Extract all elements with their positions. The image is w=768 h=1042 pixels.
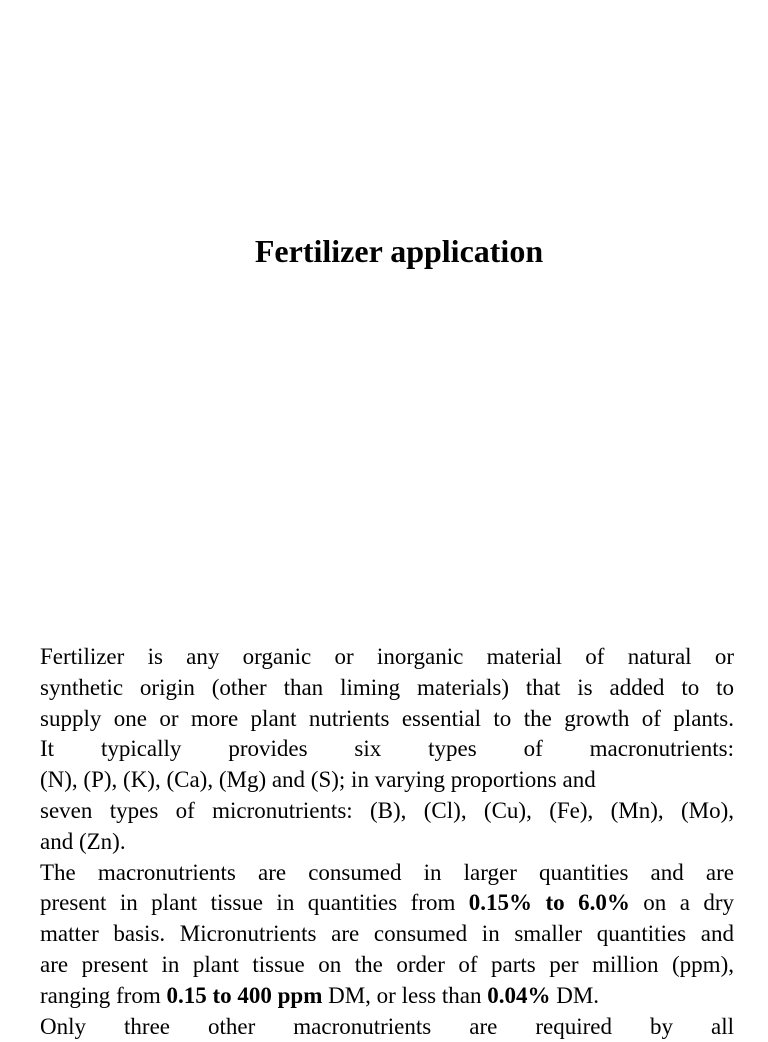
text-line	[40, 888, 734, 919]
text-line: It typically provides six types of macronutrients:	[40, 736, 734, 762]
text-line: (N), (P), (K), (Ca), (Mg) and (S); in varying proportions and	[40, 767, 596, 793]
page-title: Fertilizer application	[254, 233, 544, 269]
text-line: seven types of micronutrients: (B), (Cl), (Cu), (Fe), (Mn), (Mo),	[40, 797, 734, 823]
text-line: are present in plant tissue on the order of parts per million (ppm),	[40, 951, 734, 977]
bold-value: 0.15% to 6.0%	[468, 890, 630, 916]
paragraph-micronutrients	[40, 796, 734, 858]
text-line: and (Zn).	[40, 828, 126, 854]
bold-value: 0.15 to 400 ppm	[166, 982, 323, 1008]
text-segment: ranging from	[40, 982, 167, 1008]
paragraph-other-macronutrients	[40, 1012, 734, 1042]
body-text	[40, 642, 734, 1042]
text-line: Fertilizer is any organic or inorganic material of natural or	[40, 644, 734, 669]
text-line: matter basis. Micronutrients are consumed in smaller quantities and	[40, 921, 734, 947]
text-line: Only three other macronutrients are required by all	[40, 1013, 734, 1039]
text-segment: present in plant tissue in quantities from	[40, 890, 469, 916]
bold-value: 0.04%	[487, 982, 551, 1008]
paragraph-quantities	[40, 858, 734, 1012]
text-segment: DM.	[550, 982, 600, 1008]
text-line	[40, 981, 734, 1012]
paragraph-definition	[40, 642, 734, 734]
text-line: The macronutrients are consumed in larger quantities and are	[40, 859, 734, 885]
paragraph-macronutrients	[40, 734, 734, 796]
text-segment: on a dry	[629, 890, 735, 916]
text-segment: DM, or less than	[322, 982, 488, 1008]
text-line: synthetic origin (other than liming materials) that is added to to	[40, 674, 734, 700]
text-line: supply one or more plant nutrients essential to the growth of plants.	[40, 705, 734, 731]
